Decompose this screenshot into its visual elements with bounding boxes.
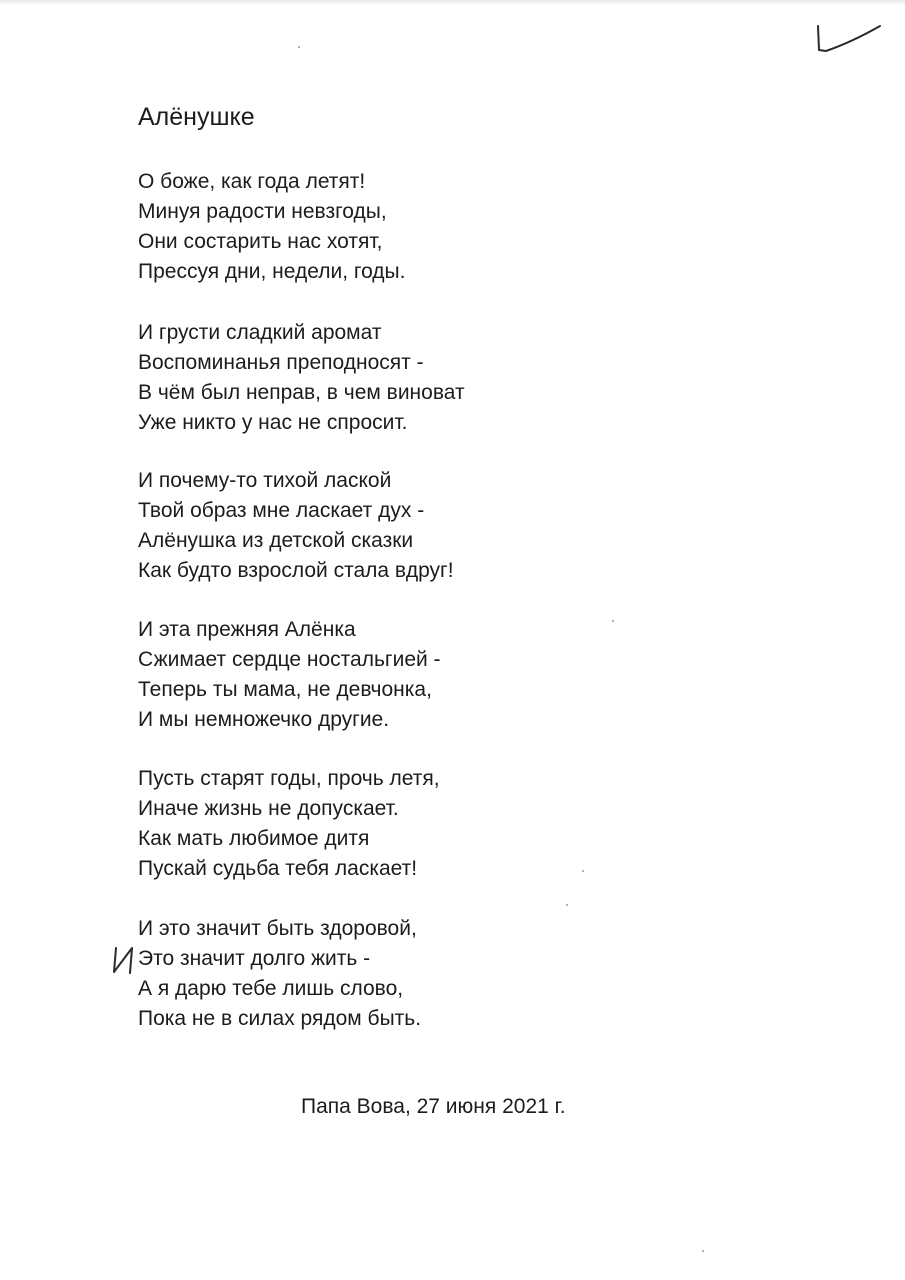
poem-line: Как мать любимое дитя	[138, 827, 370, 850]
stanza	[138, 466, 454, 586]
poem-line: И мы немножечко другие.	[138, 708, 390, 731]
signature: Папа Вова, 27 июня 2021 г.	[301, 1095, 566, 1118]
handwritten-check-mark	[812, 20, 884, 60]
stanza	[138, 914, 421, 1034]
poem-line: Пока не в силах рядом быть.	[138, 1007, 422, 1030]
scan-speck	[298, 46, 300, 48]
scan-speck	[566, 904, 568, 906]
poem-line: Алёнушка из детской сказки	[138, 529, 414, 552]
poem-line: Прессуя дни, недели, годы.	[138, 260, 406, 283]
poem-line: Они состарить нас хотят,	[138, 230, 383, 253]
scan-speck	[582, 870, 584, 872]
poem-line: Воспоминанья преподносят -	[138, 351, 424, 374]
poem-line: И это значит быть здоровой,	[138, 917, 417, 940]
poem-line: А я дарю тебе лишь слово,	[138, 977, 404, 1000]
poem-line: В чём был неправ, в чем виноват	[138, 381, 465, 404]
poem-line: И эта прежняя Алёнка	[138, 618, 356, 641]
poem-line: Иначе жизнь не допускает.	[138, 797, 399, 820]
stanza	[138, 764, 440, 884]
poem-line: Твой образ мне ласкает дух -	[138, 499, 425, 522]
scan-speck	[702, 1250, 704, 1252]
poem-line: И почему-то тихой лаской	[138, 469, 392, 492]
scan-edge	[0, 0, 905, 5]
poem-line: Как будто взрослой стала вдруг!	[138, 559, 454, 582]
poem-line: Пусть старят годы, прочь летя,	[138, 767, 440, 790]
poem-line: Минуя радости невзгоды,	[138, 200, 387, 223]
scan-speck	[612, 620, 614, 622]
poem-title: Алёнушке	[138, 103, 255, 131]
poem-line: Это значит долго жить -	[138, 947, 371, 970]
poem-line: Пускай судьба тебя ласкает!	[138, 857, 418, 880]
poem-line: Сжимает сердце ностальгией -	[138, 648, 441, 671]
poem-line: Теперь ты мама, не девчонка,	[138, 678, 432, 701]
stanza	[138, 318, 465, 438]
poem-line: Уже никто у нас не спросит.	[138, 411, 408, 434]
handwritten-insert-letter	[110, 942, 138, 978]
stanza	[138, 615, 441, 735]
poem-line: О боже, как года летят!	[138, 170, 366, 193]
stanza	[138, 167, 405, 287]
poem-line: И грусти сладкий аромат	[138, 321, 382, 344]
